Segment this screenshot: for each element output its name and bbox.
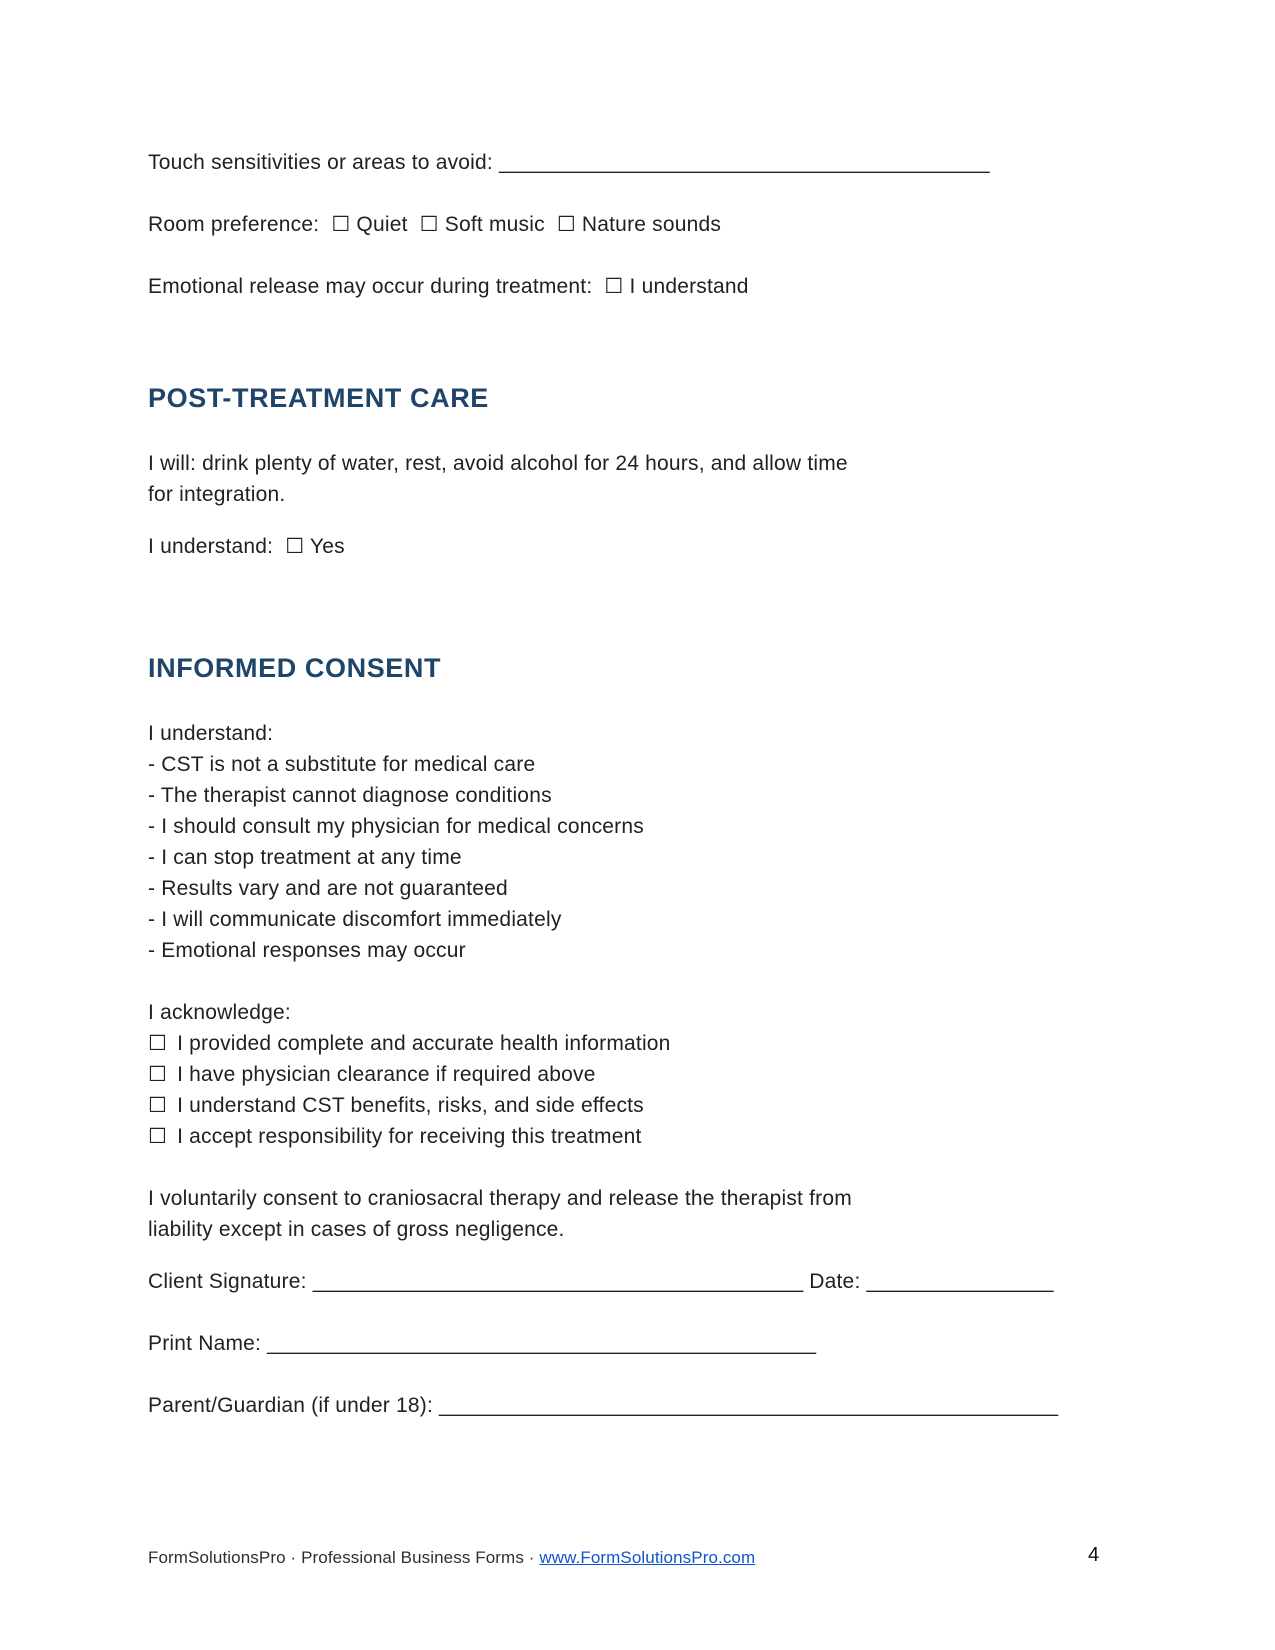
checkbox-icon[interactable]: ☐ — [148, 1031, 168, 1055]
acknowledge-item-responsibility[interactable] — [148, 1121, 1138, 1152]
consent-understand-item: - The therapist cannot diagnose conditions — [148, 784, 552, 807]
consent-understand-item: - I can stop treatment at any time — [148, 846, 462, 869]
consent-acknowledge-intro: I acknowledge: — [148, 1001, 291, 1024]
emotional-release-label: Emotional release may occur during treatment: — [148, 275, 593, 298]
room-option-nature-sounds[interactable] — [557, 213, 721, 236]
page-number: 4 — [1088, 1544, 1100, 1566]
touch-sensitivities-label: Touch sensitivities or areas to avoid: — [148, 151, 493, 174]
form-page-content — [148, 147, 1138, 1452]
consent-understand-item: - Emotional responses may occur — [148, 939, 466, 962]
room-preference-label: Room preference: — [148, 213, 320, 236]
checkbox-icon[interactable]: ☐ — [285, 534, 305, 558]
room-option-soft-music[interactable] — [420, 213, 545, 236]
footer-website-link[interactable]: www.FormSolutionsPro.com — [539, 1548, 756, 1567]
room-option-soft-music-label: Soft music — [444, 213, 545, 236]
checkbox-icon[interactable]: ☐ — [148, 1093, 168, 1117]
checkbox-icon[interactable]: ☐ — [556, 212, 576, 236]
room-option-nature-sounds-label: Nature sounds — [581, 213, 722, 236]
consent-understand-item: - I should consult my physician for medical concerns — [148, 815, 644, 838]
acknowledge-item-physician-clearance[interactable] — [148, 1059, 1138, 1090]
room-preference-row — [148, 209, 1138, 240]
date-blank-line[interactable]: ________________ — [866, 1270, 1054, 1293]
client-signature-label: Client Signature: — [148, 1270, 307, 1293]
parent-guardian-row — [148, 1390, 1138, 1421]
post-treatment-instructions-line-2: for integration. — [148, 483, 286, 506]
acknowledge-item-responsibility-label: I accept responsibility for receiving this treatment — [177, 1125, 642, 1148]
print-name-blank-line[interactable]: _______________________________________________ — [267, 1332, 817, 1355]
consent-release-line-1: I voluntarily consent to craniosacral therapy and release the therapist from — [148, 1187, 852, 1210]
touch-sensitivities-blank-line[interactable]: __________________________________________ — [498, 151, 990, 174]
client-signature-row — [148, 1266, 1138, 1297]
acknowledge-item-benefits-risks-label: I understand CST benefits, risks, and side effects — [177, 1094, 644, 1117]
acknowledge-item-health-info-label: I provided complete and accurate health information — [177, 1032, 671, 1055]
consent-understand-intro: I understand: — [148, 722, 274, 745]
post-treatment-understand-yes-label: Yes — [309, 535, 345, 558]
acknowledge-item-health-info[interactable] — [148, 1028, 1138, 1059]
consent-release-line-2: liability except in cases of gross negligence. — [148, 1218, 565, 1241]
footer-separator: · — [528, 1548, 535, 1567]
checkbox-icon[interactable]: ☐ — [604, 274, 624, 298]
consent-understand-item: - I will communicate discomfort immediately — [148, 908, 562, 931]
parent-guardian-label: Parent/Guardian (if under 18): — [148, 1394, 433, 1417]
room-option-quiet[interactable] — [331, 213, 407, 236]
post-treatment-instructions-line-1: I will: drink plenty of water, rest, avoid alcohol for 24 hours, and allow time — [148, 452, 848, 475]
footer-tagline: Professional Business Forms — [301, 1548, 524, 1567]
checkbox-icon[interactable]: ☐ — [419, 212, 439, 236]
emotional-release-row — [148, 271, 1138, 302]
post-treatment-understand-yes[interactable] — [285, 535, 345, 558]
print-name-row — [148, 1328, 1138, 1359]
page-footer — [148, 1542, 755, 1573]
checkbox-icon[interactable]: ☐ — [148, 1124, 168, 1148]
consent-understand-item: - Results vary and are not guaranteed — [148, 877, 508, 900]
date-label: Date: — [809, 1270, 861, 1293]
post-treatment-care-heading: POST-TREATMENT CARE — [148, 383, 489, 413]
parent-guardian-blank-line[interactable]: _____________________________________________________ — [439, 1394, 1059, 1417]
emotional-release-ack[interactable] — [604, 275, 748, 298]
checkbox-icon[interactable]: ☐ — [148, 1062, 168, 1086]
post-treatment-understand-label: I understand: — [148, 535, 274, 558]
touch-sensitivities-row — [148, 147, 1138, 178]
post-treatment-understand-row — [148, 531, 1138, 562]
footer-brand: FormSolutionsPro — [148, 1548, 286, 1567]
informed-consent-heading: INFORMED CONSENT — [148, 653, 442, 683]
footer-separator: · — [290, 1548, 297, 1567]
acknowledge-item-physician-clearance-label: I have physician clearance if required above — [177, 1063, 596, 1086]
emotional-release-ack-label: I understand — [629, 275, 749, 298]
checkbox-icon[interactable]: ☐ — [331, 212, 351, 236]
consent-understand-item: - CST is not a substitute for medical care — [148, 753, 536, 776]
print-name-label: Print Name: — [148, 1332, 262, 1355]
client-signature-blank-line[interactable]: __________________________________________ — [312, 1270, 804, 1293]
room-option-quiet-label: Quiet — [356, 213, 408, 236]
acknowledge-item-benefits-risks[interactable] — [148, 1090, 1138, 1121]
